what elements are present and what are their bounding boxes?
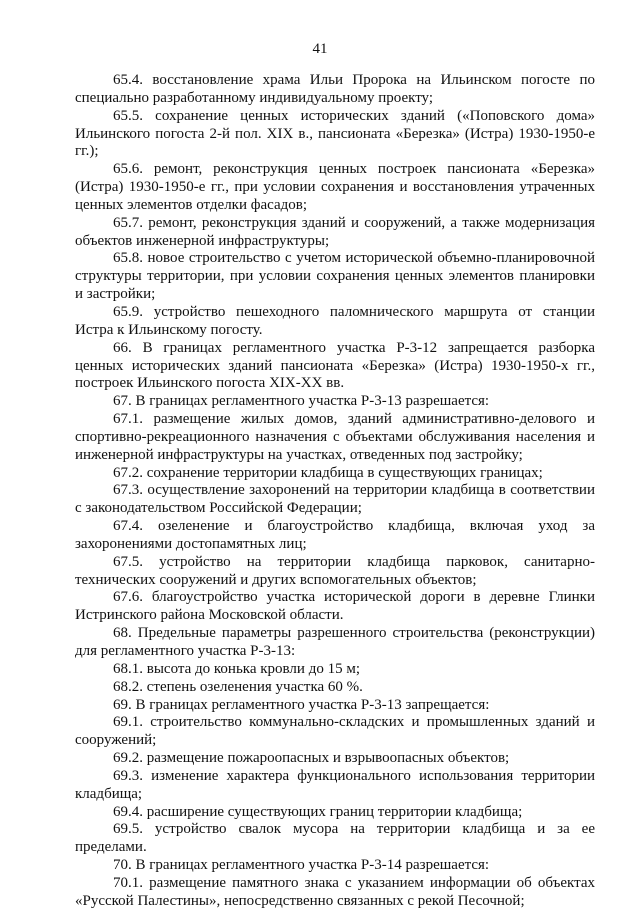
paragraph-70-1: 70.1. размещение памятного знака с указанием информации об объектах «Русской Палестины», непосредственно связанных с рекой Песочной; <box>75 874 595 909</box>
document-body <box>75 72 595 911</box>
paragraph-69-2: 69.2. размещение пожароопасных и взрывоопасных объектов; <box>113 750 510 767</box>
paragraph-67-1: 67.1. размещение жилых домов, зданий административно-делового и спортивно-рекреационного назначения с объектами обслуживания населения и инженерной инфраструктуры на участках, отведенных под застройку; <box>75 411 595 463</box>
paragraph-65-5: 65.5. сохранение ценных исторических зданий («Поповского дома» Ильинского погоста 2-й пол. XIX в., пансионата «Березка» (Истра) 1930-1950-е гг.); <box>75 107 595 160</box>
paragraph-69: 69. В границах регламентного участка Р-3-13 запрещается: <box>113 696 490 713</box>
paragraph-69-4: 69.4. расширение существующих границ территории кладбища; <box>113 803 523 820</box>
paragraph-68-1: 68.1. высота до конька кровли до 15 м; <box>113 660 360 677</box>
paragraph-67-6: 67.6. благоустройство участка исторической дороги в деревне Глинки Истринского района Московской области. <box>75 589 595 624</box>
paragraph-70: 70. В границах регламентного участка Р-3-14 разрешается: <box>113 857 490 874</box>
paragraph-65-7: 65.7. ремонт, реконструкция зданий и сооружений, а также модернизация объектов инженерной инфраструктуры; <box>75 214 595 249</box>
paragraph-67: 67. В границах регламентного участка Р-3-13 разрешается: <box>113 393 490 410</box>
paragraph-65-6: 65.6. ремонт, реконструкция ценных построек пансионата «Березка» (Истра) 1930-1950-е гг., при условии сохранения и восстановления утраченных ценных элементов отделки фасадов; <box>75 161 595 213</box>
paragraph-67-5: 67.5. устройство на территории кладбища парковок, санитарно-технических сооружений и других вспомогательных объектов; <box>75 553 595 588</box>
paragraph-65-8: 65.8. новое строительство с учетом исторической объемно-планировочной структуры территории, при условии сохранения ценных элементов планировки и застройки; <box>75 250 595 303</box>
paragraph-69-3: 69.3. изменение характера функционального использования территории кладбища; <box>75 767 595 802</box>
paragraph-68-2: 68.2. степень озеленения участка 60 %. <box>113 678 363 695</box>
paragraph-68: 68. Предельные параметры разрешенного строительства (реконструкции) для регламентного участка Р-3-13: <box>75 625 595 659</box>
paragraph-67-2: 67.2. сохранение территории кладбища в существующих границах; <box>113 464 543 481</box>
paragraph-67-4: 67.4. озеленение и благоустройство кладбища, включая уход за захоронениями достопамятных лиц; <box>75 518 595 552</box>
paragraph-69-5: 69.5. устройство свалок мусора на территории кладбища и за ее пределами. <box>75 821 595 856</box>
page-number: 41 <box>312 41 328 57</box>
paragraph-66: 66. В границах регламентного участка Р-3-12 запрещается разборка ценных исторических зданий пансионата «Березка» (Истра) 1930-1950-х гг., построек Ильинского погоста XIX-XX вв. <box>75 339 595 392</box>
paragraph-65-4: 65.4. восстановление храма Ильи Пророка на Ильинском погосте по специально разработанному индивидуальному проекту; <box>75 72 595 106</box>
paragraph-67-3: 67.3. осуществление захоронений на территории кладбища в соответствии с законодательством Российской Федерации; <box>75 482 595 517</box>
paragraph-69-1: 69.1. строительство коммунально-складских и промышленных зданий и сооружений; <box>75 714 595 749</box>
paragraph-65-9: 65.9. устройство пешеходного паломнического маршрута от станции Истра к Ильинскому погосту. <box>75 303 595 338</box>
